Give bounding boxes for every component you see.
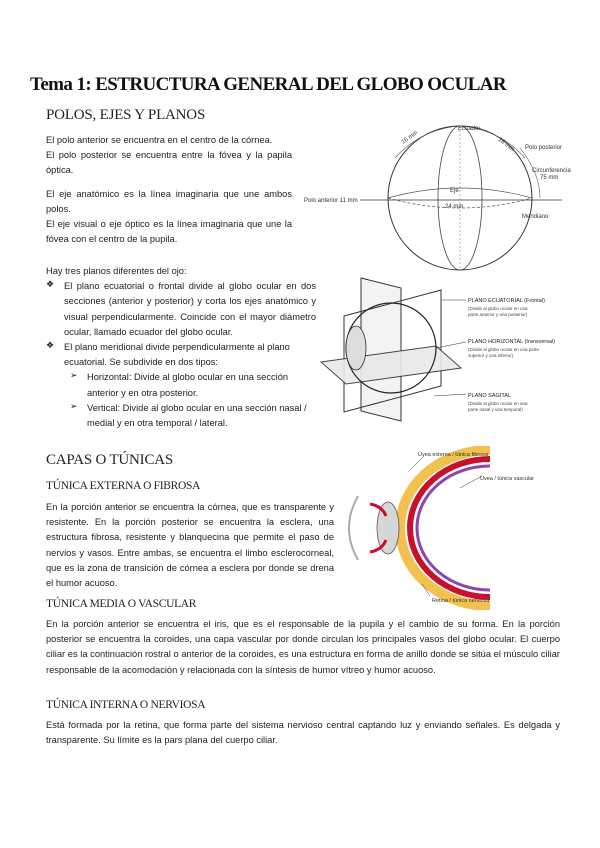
plano-sagital-label: PLANO SAGITAL — [468, 393, 511, 399]
list-item-vertical — [70, 401, 316, 431]
list-item-meridional — [46, 340, 316, 431]
tunica-media-text: En la porción anterior se encuentra el iris, que es el responsable de la pupila y el cambio de su forma. En la porción posterior se encuentra la coroides, una capa vascular por donde circulan los principales vasos del globo ocular. El cuerpo ciliar es la continuación rostral o anterior de la coroides, es una estructura en forma de anillo donde se sitúa el músculo ciliar responsable de la acomodación y relacionada con la síntesis de humor vítreo y humor acuoso. — [46, 619, 560, 675]
plano-ecuatorial-desc-1: (Divide al globo ocular en una — [468, 306, 528, 311]
polo-anterior-text: El polo anterior se encuentra en el centro de la córnea. — [46, 135, 273, 145]
eje-value: 24 mm — [445, 204, 464, 210]
meridiano-label: Meridiano — [522, 214, 549, 220]
tunica-interna-block — [46, 718, 560, 748]
dimension-label-1: 16 mm — [400, 130, 420, 146]
plano-horizontal-text: Horizontal: Divide al globo ocular en una sección anterior y en otra posterior. — [87, 372, 289, 398]
plano-meridional-text: El plano meridional divide perpendicularmente al plano ecuatorial. Se subdivide en dos tipos: — [64, 342, 290, 368]
tunica-interna-heading: TÚNICA INTERNA O NERVIOSA — [46, 699, 206, 711]
plano-ecuatorial-text: El plano ecuatorial o frontal divide al globo ocular en dos secciones (anterior y posterior) y corta los ejes anatómico y visual perpendicularmente. Coincide con el mayor diámetro ocular, llamado ecuador del globo ocular. — [64, 281, 316, 337]
tunica-interna-text: Está formada por la retina, que forma parte del sistema nervioso central captando luz y enviando señales. Es delgada y transparente. Su límite es la pars plana del cuerpo ciliar. — [46, 720, 560, 746]
page-title: Tema 1: ESTRUCTURA GENERAL DEL GLOBO OCULAR — [30, 74, 507, 95]
eje-visual-text: El eje visual o eje óptico es la línea imaginaria que une la fóvea con el centro de la pupila. — [46, 219, 292, 245]
retina-label: Retina / túnica nerviosa — [432, 598, 490, 604]
plano-sagital-desc-1: (Divide al globo ocular en una — [468, 401, 528, 406]
eje-anatomico-text: El eje anatómico es la línea imaginaria que une ambos polos. — [46, 188, 292, 214]
tunica-media-block — [46, 617, 560, 678]
plano-sagital-desc-2: parte nasal y una temporal) — [468, 407, 523, 412]
polo-posterior-label: Polo posterior — [525, 145, 563, 151]
circunferencia-label: Circunferencia — [532, 168, 571, 174]
list-item-ecuatorial — [46, 279, 316, 340]
plano-horizontal-desc-1: (Divide al globo ocular en una parte — [468, 347, 540, 352]
polo-anterior-label: Polo anterior 11 mm — [304, 198, 358, 204]
plano-horizontal-label: PLANO HORIZONTAL (transversal) — [468, 339, 556, 345]
list-item-horizontal — [70, 370, 316, 400]
tunica-externa-block — [46, 500, 334, 591]
arrow-bullet-icon: ➢ — [70, 370, 78, 381]
arrow-bullet-icon: ➢ — [70, 400, 78, 411]
eye-layers-diagram — [340, 446, 590, 610]
fibrosa-label: Úvea externa / túnica fibrosa — [418, 452, 489, 458]
plano-ecuatorial-label: PLANO ECUATORIAL (Frontal) — [468, 298, 545, 304]
plano-horizontal-desc-2: superior y una inferior) — [468, 353, 514, 358]
tunica-externa-heading: TÚNICA EXTERNA O FIBROSA — [46, 480, 201, 492]
polos-text-block — [46, 133, 292, 247]
uvea-label: Úvea / túnica vascular — [480, 476, 535, 482]
tunica-externa-text: En la porción anterior se encuentra la córnea, que es transparente y resistente. En la porción posterior se encuentra la esclera, una estructura fibrosa, resistente y blanquecina que permite el paso de nervios y vasos. Entre ambas, se encuentra el limbo esclerocorneal, que es la zona de transición de córnea a esclera por donde se drena el humor acuoso. — [46, 502, 334, 589]
planos-block — [46, 264, 316, 431]
diamond-bullet-icon: ❖ — [46, 279, 55, 290]
plano-ecuatorial-desc-2: parte anterior y una posterior) — [468, 312, 528, 317]
diamond-bullet-icon: ❖ — [46, 340, 55, 351]
circunferencia-value: 75 mm — [540, 175, 559, 181]
ecuador-label: Ecuador — [458, 126, 481, 132]
tunica-media-heading: TÚNICA MEDIA O VASCULAR — [46, 598, 197, 610]
plano-vertical-text: Vertical: Divide al globo ocular en una sección nasal / medial y en otra temporal / lateral. — [87, 402, 307, 429]
planos-intro: Hay tres planos diferentes del ojo: — [46, 266, 187, 276]
dimension-label-2: 16 mm — [496, 136, 515, 153]
section-heading-capas: CAPAS O TÚNICAS — [46, 452, 174, 468]
eye-planes-diagram — [316, 276, 586, 426]
globe-axes-diagram — [300, 118, 590, 278]
polo-posterior-text: El polo posterior se encuentra entre la fóvea y la papila óptica. — [46, 150, 292, 176]
eje-label: Eje — [450, 188, 459, 194]
section-heading-polos: POLOS, EJES Y PLANOS — [46, 107, 206, 123]
